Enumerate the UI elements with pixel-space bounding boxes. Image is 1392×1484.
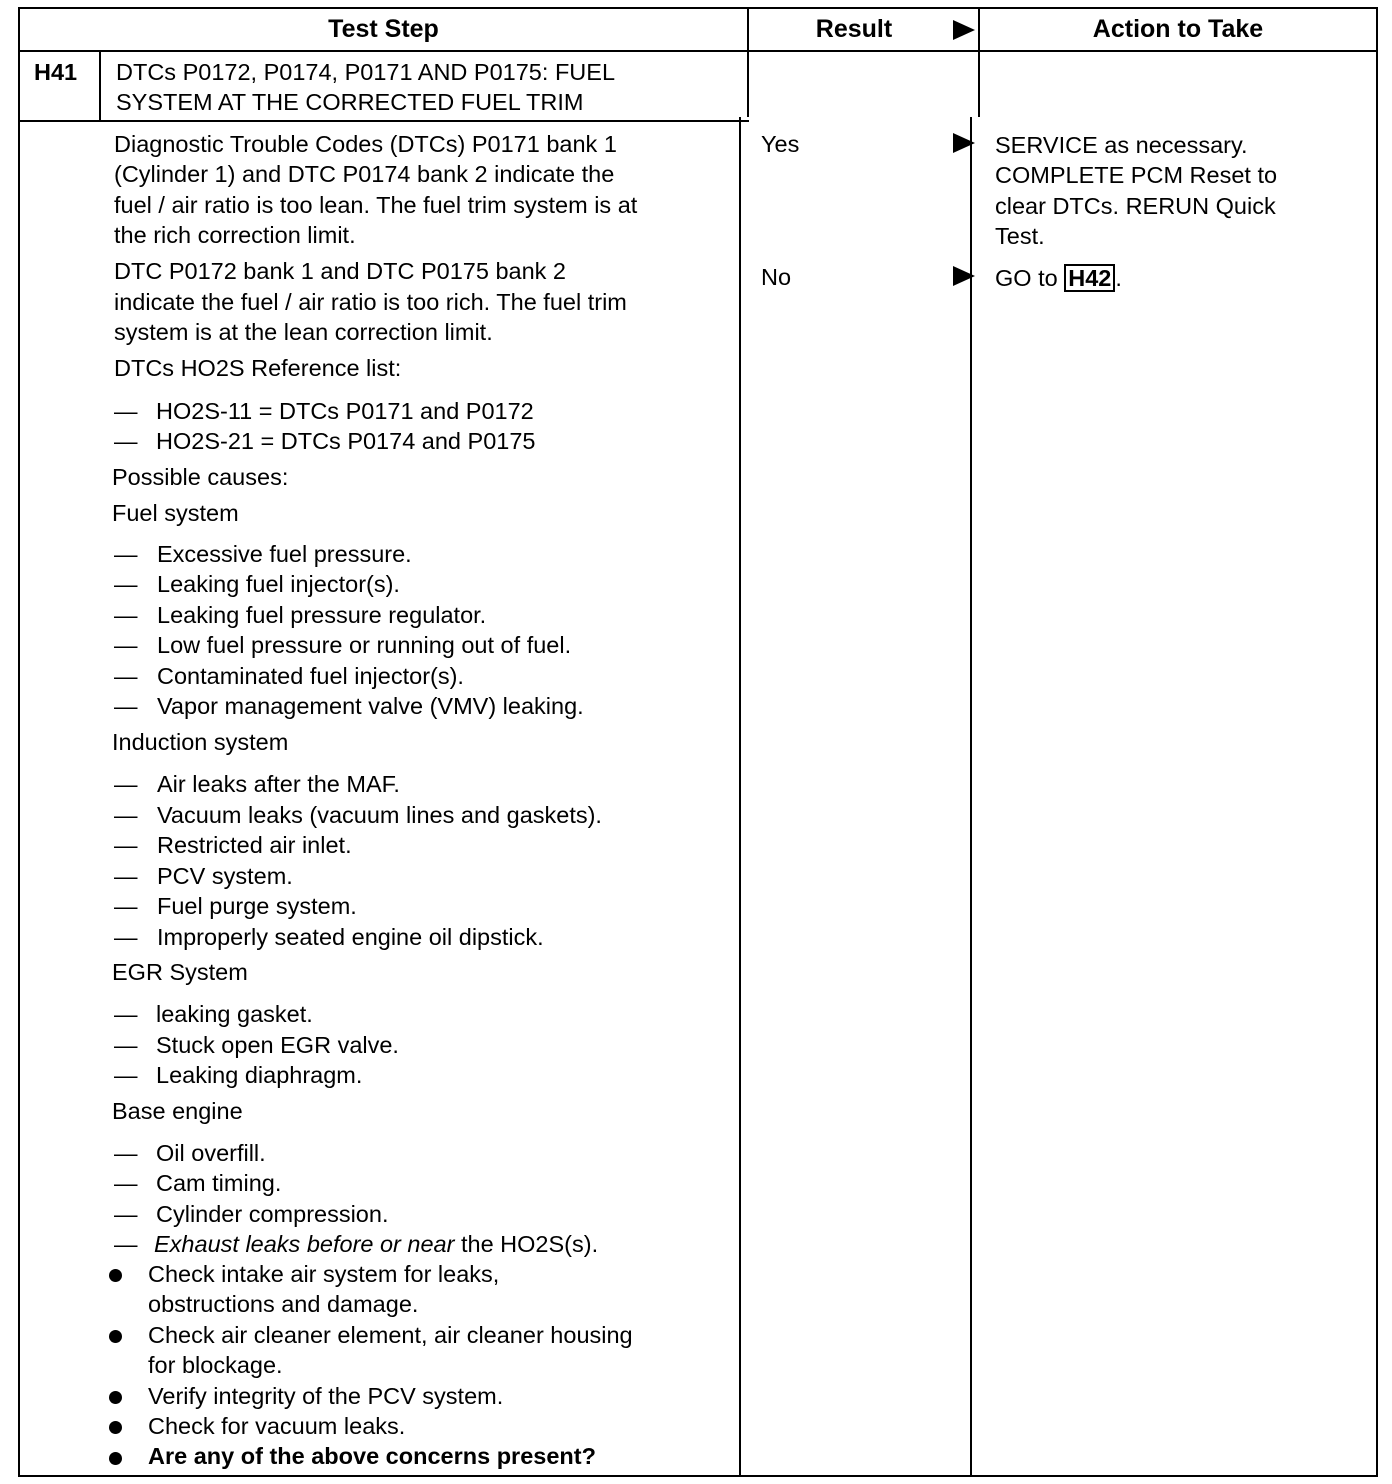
fuel-item-2: Leaking fuel injector(s). — [157, 571, 400, 597]
para1-line-2: (Cylinder 1) and DTC P0174 bank 2 indicate the — [114, 161, 615, 187]
step-title-line-2: SYSTEM AT THE CORRECTED FUEL TRIM — [116, 89, 584, 115]
base-item-1: Oil overfill. — [156, 1140, 266, 1166]
egr-dash-2: — — [114, 1032, 138, 1058]
base-item-2: Cam timing. — [156, 1170, 282, 1196]
step-title-line-1: DTCs P0172, P0174, P0171 AND P0175: FUEL — [116, 59, 616, 85]
column-divider-result-lower — [739, 117, 741, 1477]
induction-item-4: PCV system. — [157, 863, 293, 889]
egr-item-2: Stuck open EGR valve. — [156, 1032, 399, 1058]
bullet-1-line-2: obstructions and damage. — [148, 1291, 419, 1317]
table-border-right — [1376, 7, 1378, 1477]
bullet-3-line-1: Verify integrity of the PCV system. — [148, 1383, 504, 1409]
base-item-4 — [154, 1229, 598, 1260]
induction-heading: Induction system — [112, 729, 289, 755]
bullet-1-line-1: Check intake air system for leaks, — [148, 1261, 500, 1287]
para2-line-1: DTC P0172 bank 1 and DTC P0175 bank 2 — [114, 258, 566, 284]
base-heading: Base engine — [112, 1098, 243, 1124]
induction-dash-3: — — [114, 832, 138, 858]
header-result: Result — [815, 14, 893, 43]
ref-dash-2: — — [114, 428, 138, 454]
result-yes-arrow-icon — [953, 133, 975, 153]
step-title-divider — [18, 120, 749, 122]
fuel-item-1: Excessive fuel pressure. — [157, 541, 412, 567]
header-action: Action to Take — [1092, 14, 1264, 43]
header-test-step: Test Step — [328, 14, 439, 43]
fuel-item-5: Contaminated fuel injector(s). — [157, 663, 464, 689]
result-no-arrow-icon — [953, 266, 975, 286]
fuel-dash-4: — — [114, 632, 138, 658]
bullet-icon-3 — [109, 1391, 122, 1404]
step-id-divider — [99, 50, 101, 120]
induction-item-5: Fuel purge system. — [157, 893, 357, 919]
table-border-bottom — [18, 1475, 1378, 1477]
fuel-dash-6: — — [114, 693, 138, 719]
para1-line-4: the rich correction limit. — [114, 222, 356, 248]
action-yes-line-3: clear DTCs. RERUN Quick — [995, 193, 1276, 219]
base-item-4-rest: the HO2S(s). — [454, 1231, 599, 1257]
fuel-dash-2: — — [114, 571, 138, 597]
action-yes-line-4: Test. — [995, 223, 1045, 249]
egr-dash-1: — — [114, 1001, 138, 1027]
induction-dash-5: — — [114, 893, 138, 919]
goto-h42-link[interactable]: H42 — [1064, 264, 1115, 292]
induction-dash-4: — — [114, 863, 138, 889]
induction-dash-2: — — [114, 802, 138, 828]
induction-item-6: Improperly seated engine oil dipstick. — [157, 924, 544, 950]
step-id: H41 — [34, 59, 78, 85]
bullet-4-line-1: Check for vacuum leaks. — [148, 1413, 406, 1439]
fuel-item-4: Low fuel pressure or running out of fuel. — [157, 632, 572, 658]
bullet-icon-4 — [109, 1421, 122, 1434]
header-divider — [18, 50, 1378, 52]
result-no: No — [761, 264, 792, 290]
header-arrow-icon — [953, 20, 975, 40]
base-item-3: Cylinder compression. — [156, 1201, 389, 1227]
fuel-dash-3: — — [114, 602, 138, 628]
bullet-5-question: Are any of the above concerns present? — [148, 1443, 596, 1469]
induction-item-2: Vacuum leaks (vacuum lines and gaskets). — [157, 802, 602, 828]
ref-item-2: HO2S-21 = DTCs P0174 and P0175 — [156, 428, 536, 454]
egr-item-1: leaking gasket. — [156, 1001, 313, 1027]
fuel-item-3: Leaking fuel pressure regulator. — [157, 602, 487, 628]
bullet-icon-5 — [109, 1452, 122, 1465]
table-border-left — [18, 7, 20, 1477]
base-item-4-italic: Exhaust leaks before or near — [154, 1231, 455, 1257]
induction-item-1: Air leaks after the MAF. — [157, 771, 400, 797]
bullet-icon-2 — [109, 1330, 122, 1343]
fuel-item-6: Vapor management valve (VMV) leaking. — [157, 693, 584, 719]
induction-dash-1: — — [114, 771, 138, 797]
egr-heading: EGR System — [112, 959, 248, 985]
action-no-prefix: GO to — [995, 265, 1065, 291]
action-yes-line-2: COMPLETE PCM Reset to — [995, 162, 1278, 188]
action-yes-line-1: SERVICE as necessary. — [995, 132, 1248, 158]
bullet-icon-1 — [109, 1269, 122, 1282]
para1-line-3: fuel / air ratio is too lean. The fuel trim system is at — [114, 192, 638, 218]
fuel-heading: Fuel system — [112, 500, 239, 526]
fuel-dash-5: — — [114, 663, 138, 689]
base-dash-4: — — [114, 1231, 138, 1257]
column-divider-action-lower — [970, 117, 972, 1477]
ref-dash-1: — — [114, 398, 138, 424]
action-no — [995, 263, 1122, 294]
fuel-dash-1: — — [114, 541, 138, 567]
bullet-2-line-1: Check air cleaner element, air cleaner housing — [148, 1322, 633, 1348]
egr-item-3: Leaking diaphragm. — [156, 1062, 363, 1088]
para2-line-2: indicate the fuel / air ratio is too rich. The fuel trim — [114, 289, 627, 315]
para1-line-1: Diagnostic Trouble Codes (DTCs) P0171 bank 1 — [114, 131, 617, 157]
ref-heading: DTCs HO2S Reference list: — [114, 355, 402, 381]
base-dash-1: — — [114, 1140, 138, 1166]
ref-item-1: HO2S-11 = DTCs P0171 and P0172 — [156, 398, 534, 424]
base-dash-2: — — [114, 1170, 138, 1196]
induction-item-3: Restricted air inlet. — [157, 832, 352, 858]
result-yes: Yes — [761, 131, 800, 157]
para2-line-3: system is at the lean correction limit. — [114, 319, 493, 345]
bullet-2-line-2: for blockage. — [148, 1352, 283, 1378]
egr-dash-3: — — [114, 1062, 138, 1088]
induction-dash-6: — — [114, 924, 138, 950]
action-no-suffix: . — [1115, 265, 1122, 291]
causes-heading: Possible causes: — [112, 464, 289, 490]
base-dash-3: — — [114, 1201, 138, 1227]
